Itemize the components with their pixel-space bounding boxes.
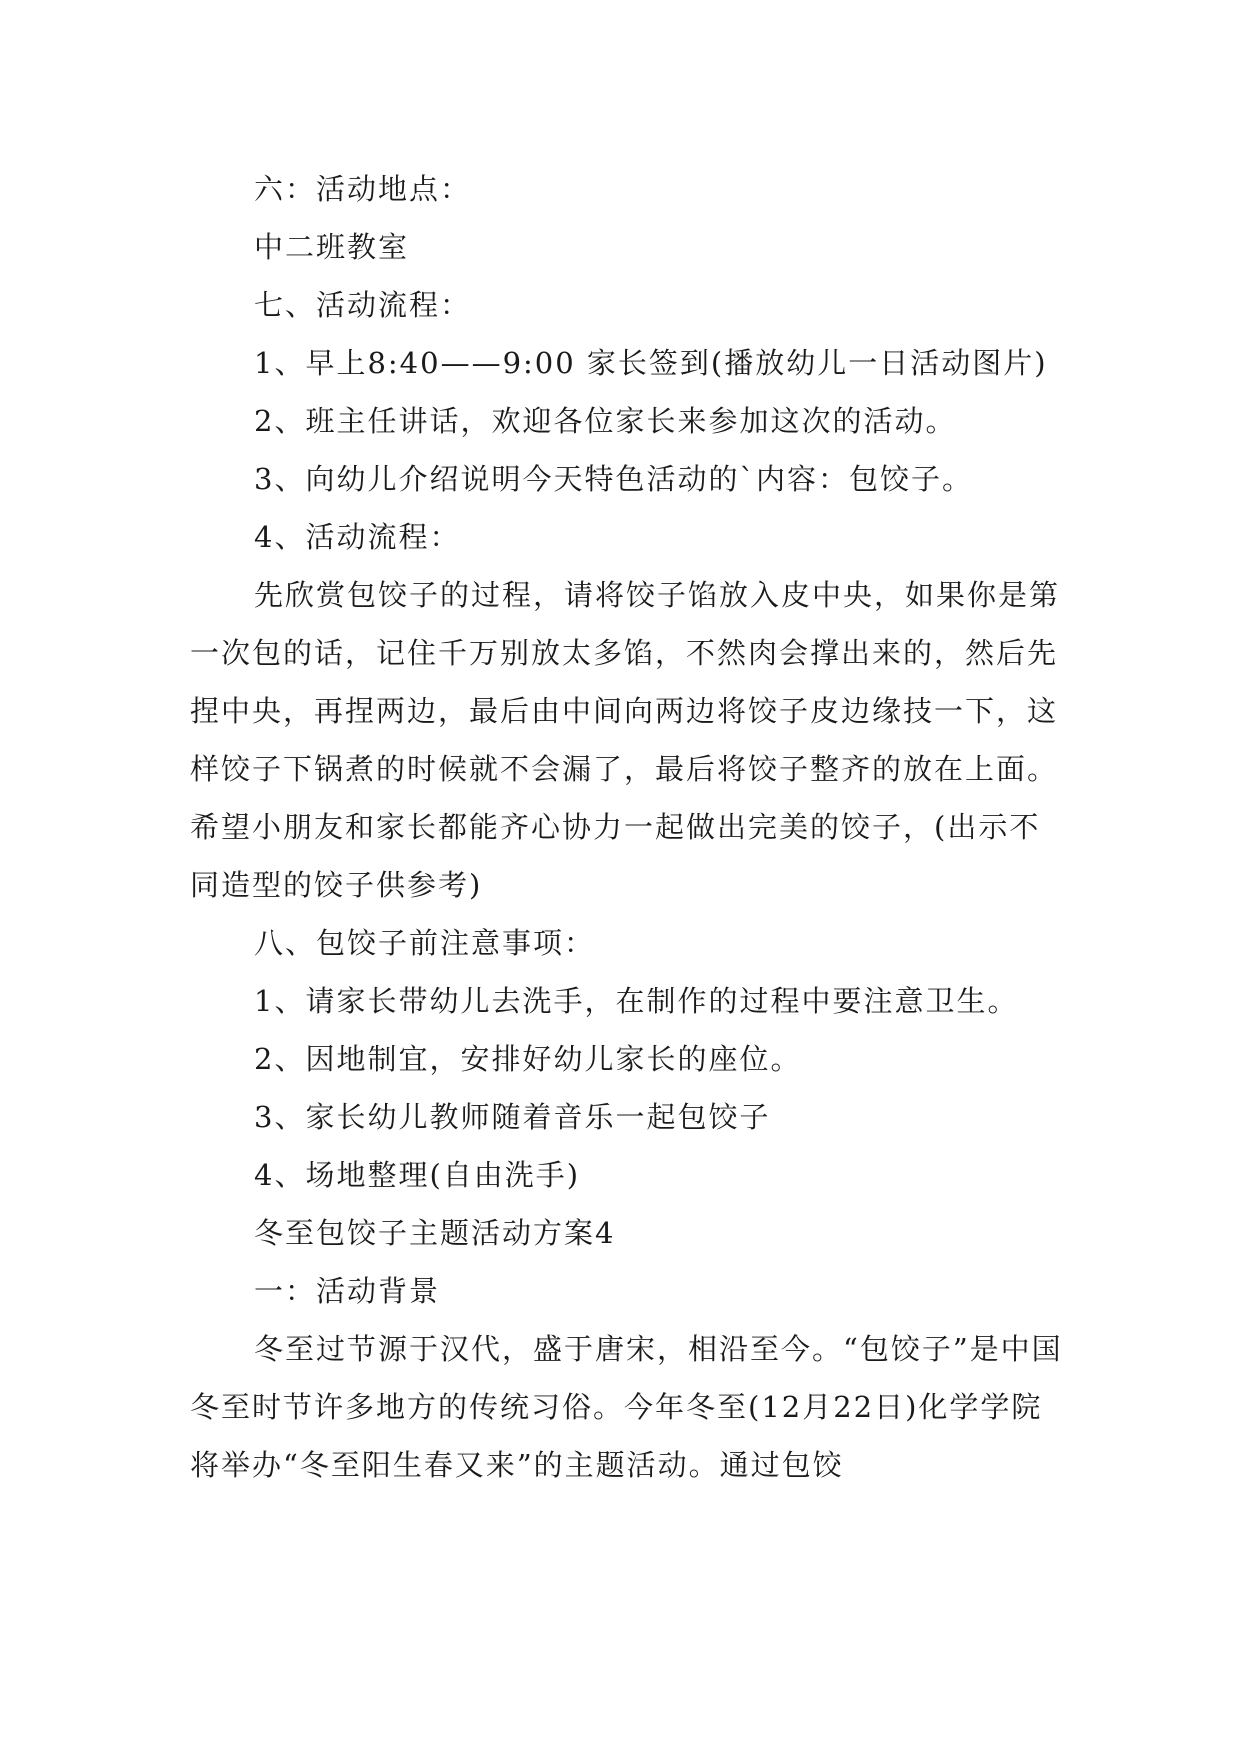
plan-title-4: 冬至包饺子主题活动方案4: [254, 1216, 616, 1250]
section-heading-location: 六：活动地点：: [254, 172, 472, 206]
section-heading-background: 一：活动背景: [254, 1274, 441, 1308]
location-text: 中二班教室: [254, 230, 410, 264]
precaution-2: 2、因地制宜，安排好幼儿家长的座位。: [254, 1042, 802, 1076]
precaution-3: 3、家长幼儿教师随着音乐一起包饺子: [254, 1100, 771, 1134]
document-body: [190, 160, 1070, 1494]
process-step-3: 3、向幼儿介绍说明今天特色活动的`内容：包饺子。: [254, 462, 973, 496]
process-step-2: 2、班主任讲话，欢迎各位家长来参加这次的活动。: [254, 404, 957, 438]
precaution-1: 1、请家长带幼儿去洗手，在制作的过程中要注意卫生。: [254, 984, 1019, 1018]
section-heading-precautions: 八、包饺子前注意事项：: [254, 926, 596, 960]
section-heading-process: 七、活动流程：: [254, 288, 472, 322]
background-text: 冬至过节源于汉代，盛于唐宋，相沿至今。“包饺子”是中国冬至时节许多地方的传统习俗。今年冬至(12月22日)化学学院将举办“冬至阳生春又来”的主题活动。通过包饺: [190, 1332, 1063, 1482]
process-step-1: 1、早上8:40——9:00 家长签到(播放幼儿一日活动图片): [254, 346, 1048, 380]
dumpling-instructions: 先欣赏包饺子的过程，请将饺子馅放入皮中央，如果你是第一次包的话，记住千万别放太多馅，不然肉会撑出来的，然后先捏中央，再捏两边，最后由中间向两边将饺子皮边缘技一下，这样饺子下锅煮的时候就不会漏了，最后将饺子整齐的放在上面。希望小朋友和家长都能齐心协力一起做出完美的饺子，(出示不同造型的饺子供参考): [190, 578, 1061, 902]
process-step-4: 4、活动流程：: [254, 520, 461, 554]
precaution-4: 4、场地整理(自由洗手): [254, 1158, 581, 1192]
